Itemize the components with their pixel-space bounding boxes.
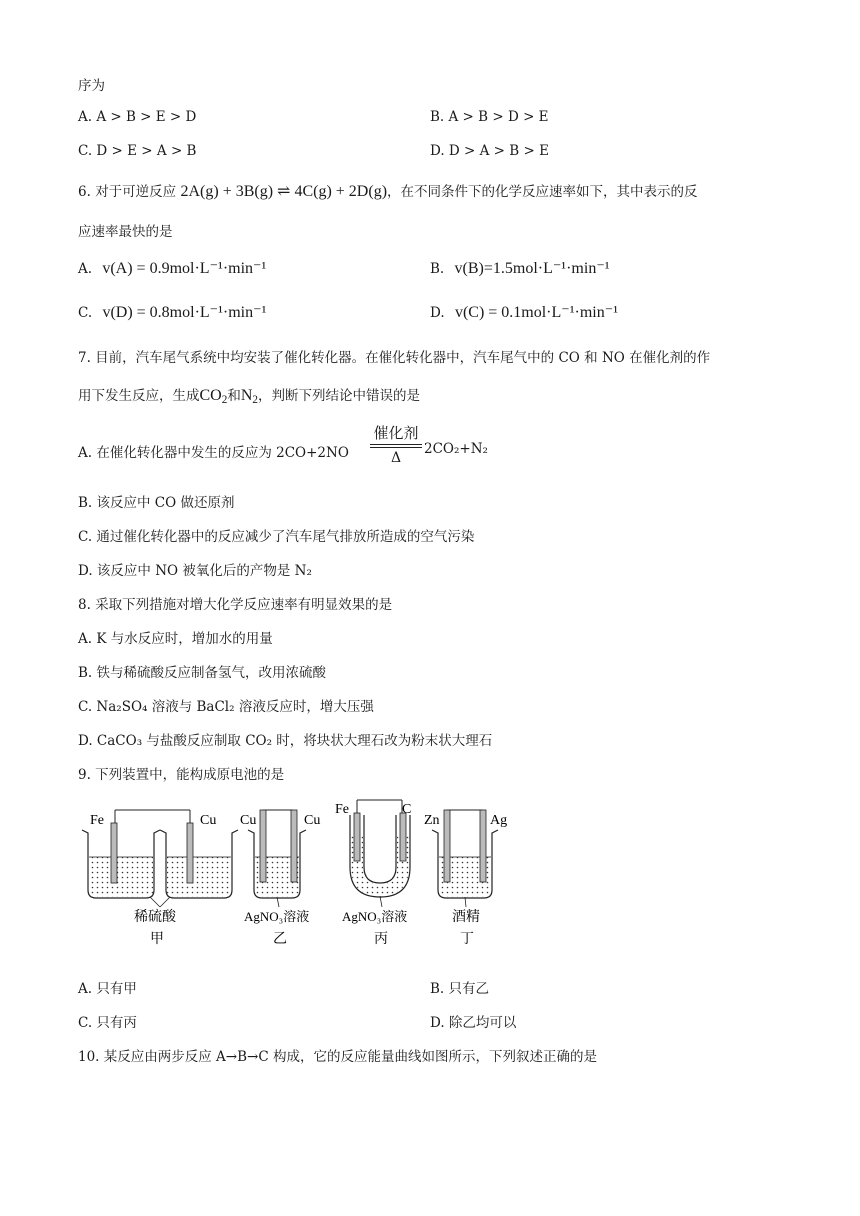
q6-a-expr: v(A) = 0.9mol·L⁻¹·min⁻¹	[102, 260, 267, 277]
q6-tail: ，在不同条件下的化学反应速率如下，其中表示的反	[387, 184, 698, 200]
q6-c-expr: v(D) = 0.8mol·L⁻¹·min⁻¹	[102, 304, 267, 321]
q9-option-d: D. 除乙均可以	[430, 1015, 517, 1031]
apparatus-yi	[240, 810, 320, 947]
yi-left-electrode: Cu	[240, 813, 257, 828]
q6-option-c	[78, 302, 266, 322]
apparatus-ding	[424, 810, 507, 947]
ding-right-electrode: Ag	[490, 813, 508, 828]
q7-text-and: 和	[227, 388, 241, 404]
q6-lead: 对于可逆反应	[95, 184, 177, 200]
q7-heat-label: Δ	[390, 450, 402, 466]
q5-option-c: C. D > E > A > B	[78, 143, 197, 159]
q8-option-d: D. CaCO₃ 与盐酸反应制取 CO₂ 时，将块状大理石改为粉末状大理石	[78, 733, 493, 749]
q7-co2: $CO_2$	[199, 387, 228, 406]
q8-stem: 8. 采取下列措施对增大化学反应速率有明显效果的是	[78, 597, 393, 613]
q6-a-label: A.	[78, 261, 93, 277]
bing-right-electrode: C	[402, 802, 412, 817]
q10-stem: 10. 某反应由两步反应 A→B→C 构成，它的反应能量曲线如图所示，下列叙述正确的是	[78, 1049, 597, 1065]
q6-option-b	[430, 258, 610, 278]
yi-right-electrode: Cu	[304, 813, 321, 828]
q7-option-a	[78, 441, 349, 461]
q8-option-b: B. 铁与稀硫酸反应制备氢气，改用浓硫酸	[78, 665, 327, 681]
q6-option-a	[78, 258, 266, 278]
q8-option-a: A. K 与水反应时，增加水的用量	[78, 631, 273, 647]
q7-a-post: 2CO₂+N₂	[424, 441, 488, 457]
jia-left-electrode: Fe	[90, 813, 104, 828]
ding-solution: 酒精	[452, 910, 480, 925]
q7-option-b: B. 该反应中 CO 做还原剂	[78, 495, 235, 511]
q9-option-b: B. 只有乙	[430, 981, 490, 997]
q6-stem	[78, 180, 698, 201]
apparatus-bing	[335, 800, 411, 947]
q7-text-b: ，判断下列结论中错误的是	[257, 388, 420, 404]
ding-label: 丁	[460, 932, 474, 947]
q6-d-label: D.	[430, 305, 445, 321]
q7-option-c: C. 通过催化转化器中的反应减少了汽车尾气排放所造成的空气污染	[78, 529, 475, 545]
q7-stem-line1: 7. 目前，汽车尾气系统中均安装了催化转化器。在催化转化器中，汽车尾气中的 CO 和 NO 在催化剂的作	[78, 350, 711, 366]
q5-option-b: B. A > B > D > E	[430, 109, 549, 125]
ding-left-electrode: Zn	[424, 813, 440, 828]
q7-option-d: D. 该反应中 NO 被氧化后的产物是 N₂	[78, 563, 312, 579]
q8-option-c: C. Na₂SO₄ 溶液与 BaCl₂ 溶液反应时，增大压强	[78, 699, 374, 715]
q9-option-a: A. 只有甲	[78, 981, 137, 997]
q7-stem-line2	[78, 384, 420, 406]
q6-c-label: C.	[78, 305, 93, 321]
q6-b-expr: v(B)=1.5mol·L⁻¹·min⁻¹	[454, 260, 610, 277]
bing-left-electrode: Fe	[335, 802, 349, 817]
q7-double-line	[370, 444, 422, 448]
q7-a-pre: A. 在催化转化器中发生的反应为 2CO+2NO	[78, 445, 349, 461]
q5-option-a: A. A > B > E > D	[78, 109, 197, 125]
jia-label: 甲	[150, 932, 164, 947]
question-continuation: 序为	[78, 78, 105, 94]
q6-equation: 2A(g) + 3B(g) ⇌ 4C(g) + 2D(g)	[180, 183, 388, 200]
jia-solution: 稀硫酸	[134, 910, 176, 925]
q9-stem: 9. 下列装置中，能构成原电池的是	[78, 767, 285, 783]
apparatus-jia	[82, 810, 238, 947]
q6-number: 6.	[78, 184, 91, 200]
q7-reaction-arrow	[370, 422, 422, 466]
q6-stem-line2: 应速率最快的是	[78, 224, 173, 240]
q6-option-d	[430, 302, 618, 322]
q9-option-c: C. 只有丙	[78, 1015, 137, 1031]
q5-option-d: D. D > A > B > E	[430, 143, 549, 159]
q6-d-expr: v(C) = 0.1mol·L⁻¹·min⁻¹	[454, 304, 618, 321]
q7-n2: $N_2$	[240, 387, 258, 406]
q6-b-label: B.	[430, 261, 445, 277]
galvanic-cell-figure	[80, 795, 530, 955]
yi-solution: AgNO₃溶液	[244, 909, 310, 924]
bing-solution: AgNO₃溶液	[342, 909, 408, 924]
jia-right-electrode: Cu	[200, 813, 217, 828]
bing-label: 丙	[374, 932, 388, 947]
q7-text-a: 用下发生反应，生成	[78, 388, 200, 404]
q7-catalyst-label: 催化剂	[373, 424, 419, 442]
yi-label: 乙	[273, 932, 287, 947]
